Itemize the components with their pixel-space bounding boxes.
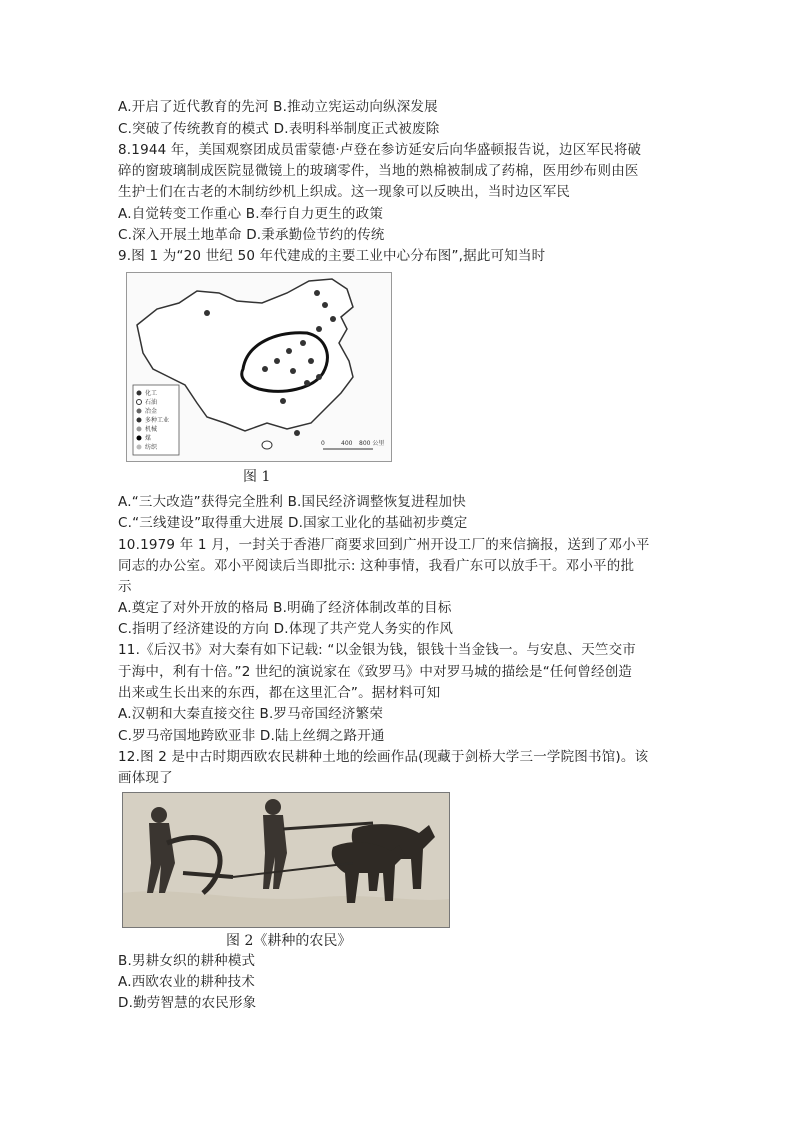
- peasant-1-head: [151, 807, 167, 823]
- legend-label: 纺织: [145, 444, 158, 451]
- legend-label: 多种工业: [145, 417, 170, 424]
- scale-label: 800 公里: [359, 440, 385, 447]
- figure-1-caption: 图 1: [243, 469, 271, 485]
- q11-options-ab: A.汉朝和大秦直接交往 B.罗马帝国经济繁荣: [118, 706, 384, 722]
- q11-options-cd: C.罗马帝国地跨欧亚非 D.陆上丝绸之路开通: [118, 728, 385, 744]
- legend-marker: [137, 436, 142, 441]
- q10-options-ab: A.奠定了对外开放的格局 B.明确了经济体制改革的目标: [118, 600, 452, 616]
- legend-marker: [137, 391, 142, 396]
- legend-label: 化工: [145, 390, 158, 397]
- industrial-center-marker: [290, 368, 296, 374]
- hainan-island: [262, 441, 272, 449]
- industrial-center-marker: [322, 302, 328, 308]
- legend-marker: [137, 409, 142, 414]
- q11-stem-3: 出来或生长出来的东西，都在这里汇合”。据材料可知: [118, 685, 441, 701]
- china-industrial-map: [127, 273, 391, 461]
- q9-options-ab: A.“三大改造”获得完全胜利 B.国民经济调整恢复进程加快: [118, 494, 466, 510]
- scale-labels: [321, 439, 384, 447]
- legend-label: 冶金: [145, 408, 158, 415]
- legend-label: 机械: [145, 426, 158, 433]
- q11-stem-1: 11.《后汉书》对大秦有如下记载: “以金银为钱，银钱十当金钱一。与安息、天竺交市: [118, 642, 637, 658]
- q9-stem: 9.图 1 为“20 世纪 50 年代建成的主要工业中心分布图”,据此可知当时: [118, 248, 546, 264]
- q12-option-d: D.勤劳智慧的农民形象: [118, 995, 257, 1011]
- industrial-center-marker: [330, 316, 336, 322]
- scale-label: 0: [321, 440, 325, 447]
- q8-stem-1: 8.1944 年，美国观察团成员雷蒙德·卢登在参访延安后向华盛顿报告说，边区军民将破: [118, 142, 642, 158]
- industrial-center-marker: [300, 340, 306, 346]
- legend-marker: [137, 418, 142, 423]
- q10-stem-1: 10.1979 年 1 月，一封关于香港厂商要求回到广州开设工厂的来信摘报，送到了邓小平: [118, 537, 650, 553]
- q8-options-ab: A.自觉转变工作重心 B.奉行自力更生的政策: [118, 206, 384, 222]
- industrial-center-marker: [274, 358, 280, 364]
- industrial-center-marker: [262, 366, 268, 372]
- figure-2-painting: [122, 792, 450, 928]
- q10-options-cd: C.指明了经济建设的方向 D.体现了共产党人务实的作风: [118, 621, 454, 637]
- industrial-center-marker: [204, 310, 210, 316]
- industrial-center-marker: [304, 380, 310, 386]
- legend-marker: [137, 427, 142, 432]
- industrial-center-marker: [294, 430, 300, 436]
- q12-stem-2: 画体现了: [118, 770, 173, 786]
- legend-label: 石油: [145, 399, 158, 406]
- q12-stem-1: 12.图 2 是中古时期西欧农民耕种土地的绘画作品(现藏于剑桥大学三一学院图书馆)。该: [118, 749, 649, 765]
- industrial-center-marker: [314, 290, 320, 296]
- legend-label: 煤: [145, 435, 152, 442]
- peasant-2-head: [265, 799, 281, 815]
- q9-options-cd: C.“三线建设”取得重大进展 D.国家工业化的基础初步奠定: [118, 515, 468, 531]
- industrial-center-marker: [286, 348, 292, 354]
- plowing-peasants-illustration: [123, 793, 449, 927]
- industrial-center-marker: [280, 398, 286, 404]
- q8-options-cd: C.深入开展土地革命 D.秉承勤俭节约的传统: [118, 227, 385, 243]
- figure-1-map: [126, 272, 392, 462]
- q12-option-a: A.西欧农业的耕种技术: [118, 974, 255, 990]
- q7-options-cd: C.突破了传统教育的模式 D.表明科举制度正式被废除: [118, 121, 440, 137]
- scale-label: 400: [341, 440, 353, 447]
- legend-marker: [137, 400, 142, 405]
- q8-stem-3: 生护士们在古老的木制纺纱机上织成。这一现象可以反映出，当时边区军民: [118, 184, 571, 200]
- legend-marker: [137, 445, 142, 450]
- figure-2-caption: 图 2《耕种的农民》: [226, 933, 352, 949]
- industrial-center-marker: [308, 358, 314, 364]
- q10-stem-3: 示: [118, 579, 132, 595]
- q7-options-ab: A.开启了近代教育的先河 B.推动立宪运动向纵深发展: [118, 99, 438, 115]
- q8-stem-2: 碎的窗玻璃制成医院显微镜上的玻璃零件，当地的熟棉被制成了药棉，医用纱布则由医: [118, 163, 639, 179]
- industrial-center-marker: [316, 374, 322, 380]
- q11-stem-2: 于海中，利有十倍。”2 世纪的演说家在《致罗马》中对罗马城的描绘是“任何曾经创造: [118, 664, 633, 680]
- industrial-center-marker: [316, 326, 322, 332]
- q12-option-b: B.男耕女织的耕种模式: [118, 953, 256, 969]
- q10-stem-2: 同志的办公室。邓小平阅读后当即批示: 这种事情，我看广东可以放手干。邓小平的批: [118, 558, 635, 574]
